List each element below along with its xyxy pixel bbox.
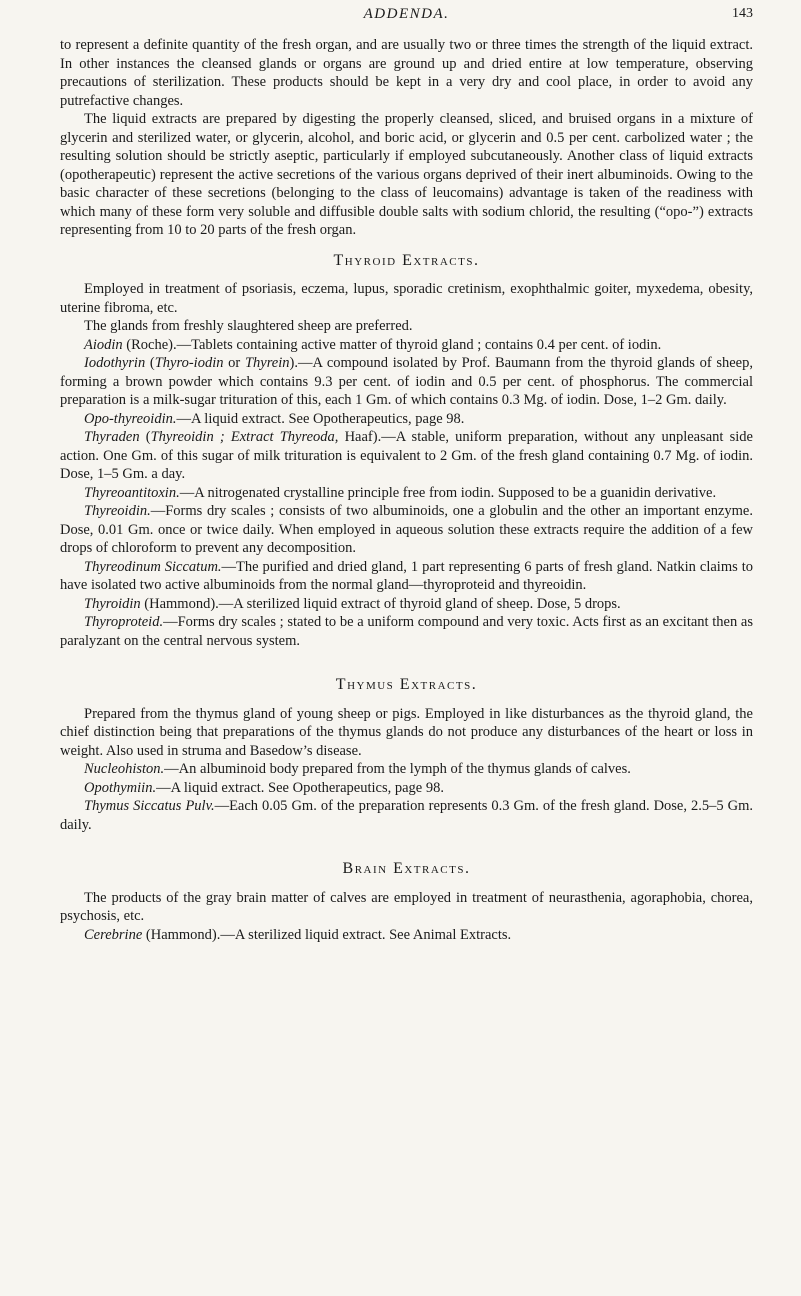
- entry-term: Thyroidin: [84, 595, 141, 612]
- entry-text: —A liquid extract. See Opotherapeutics, page 98.: [156, 779, 444, 796]
- section-heading-thymus: Thymus Extracts.: [335, 676, 478, 693]
- entry-nucleohiston: [60, 760, 753, 779]
- paragraph: The products of the gray brain matter of calves are employed in treatment of neurasthenia, agoraphobia, chorea, psychosis, etc.: [60, 889, 753, 924]
- page-number: 143: [732, 6, 753, 21]
- entry-text: —A liquid extract. See Opotherapeutics, page 98.: [176, 410, 465, 427]
- entry-term: Thyreoidin.: [84, 503, 151, 519]
- entry-term: Aiodin: [84, 336, 123, 353]
- entry-thymus-siccatus: [60, 797, 753, 834]
- entry-term: Thyroproteid.: [84, 614, 164, 630]
- entry-thyreoantitoxin: [60, 484, 753, 503]
- entry-thyraden: Thyraden (Thyreoidin ; Extract Thyreoda, Haaf).—A stable, uniform preparation, without any unpleasant side action. One Gm. of this sugar of milk trituration is equivalent to 2 Gm. of the fresh gland containing 0.7 Mg. of iodin. Dose, 1–5 Gm. a day.: [60, 429, 753, 482]
- entry-term: Opothymiin.: [84, 779, 157, 796]
- paragraph: Employed in treatment of psoriasis, eczema, lupus, sporadic cretinism, exophthalmic goiter, myxedema, obesity, uterine fibroma, etc.: [60, 281, 753, 316]
- entry-text: —An albuminoid body prepared from the lymph of the thymus glands of calves.: [164, 761, 631, 777]
- entry-thyreoidin: [60, 502, 753, 558]
- entry-term: Thyreoantitoxin.: [84, 484, 180, 501]
- entry-term: Opo-thyreoidin.: [84, 410, 177, 427]
- body-text: [60, 36, 753, 944]
- entry-synonym: Thyreoidin ; Extract Thyreoda,: [150, 429, 339, 445]
- entry-text: (Roche).—Tablets containing active matter of thyroid gland ; contains 0.4 per cent. of iodin.: [122, 336, 662, 353]
- paragraph: Prepared from the thymus gland of young sheep or pigs. Employed in like disturbances as the thyroid gland, the chief distinction being that preparations of the thymus glands do not produce any disturbances of the heart or loss in weight. Also used in struma and Basedow’s disease.: [60, 705, 753, 759]
- entry-term: Iodothyrin: [84, 355, 146, 371]
- entry-term: Nucleohiston.: [84, 761, 165, 777]
- entry-text: Haaf).—A stable, uniform preparation, without any unpleasant side action. One Gm. of this sugar of milk trituration is equivalent to 2 Gm. of the fresh gland containing 0.7 Mg. of iodin. Dose, 1–5 Gm. a day.: [60, 429, 753, 482]
- entry-text: (Hammond).—A sterilized liquid extract. See Animal Extracts.: [142, 926, 512, 943]
- entry-thyroproteid: [60, 613, 753, 650]
- entry-text: —Forms dry scales ; consists of two albuminoids, one a globulin and the other an important enzyme. Dose, 0.01 Gm. once or twice daily. When employed in aqueous solution these extracts require the addition of a few drops of chloroform to prevent any decomposition.: [60, 503, 753, 556]
- entry-connector: or: [223, 355, 245, 371]
- entry-opothymiin: [60, 779, 753, 798]
- paragraph: The liquid extracts are prepared by digesting the properly cleansed, sliced, and bruised organs in a mixture of glycerin and sterilized water, or glycerin, alcohol, and boric acid, or glycerin and 0.5 per cent. carbolized water ; the resulting solution should be strictly aseptic, particularly if employed subcutaneously. Another class of liquid extracts (opotherapeutic) represent the active secretions of the various organs deprived of their inert albuminoids. Owing to the basic character of these secretions (belonging to the class of leucomains) advantage is taken of the readiness with which many of these form very soluble and diffusible double salts with sodium chlorid, the resulting (“opo-”) extracts representing from 10 to 20 parts of the fresh organ.: [60, 111, 753, 238]
- section-heading-brain: Brain Extracts.: [342, 860, 471, 877]
- entry-term: Thyraden: [84, 429, 140, 445]
- entry-text: —Each 0.05 Gm. of the preparation represents 0.3 Gm. of the fresh gland. Dose, 2.5–5 Gm. daily.: [60, 798, 753, 833]
- entry-text: (Hammond).—A sterilized liquid extract of thyroid gland of sheep. Dose, 5 drops.: [140, 595, 621, 612]
- paragraph: The glands from freshly slaughtered sheep are preferred.: [84, 318, 413, 334]
- entry-text: ).—A compound isolated by Prof. Baumann from the thyroid glands of sheep, forming a brown powder which contains 9.3 per cent. of iodin and 0.5 per cent. of phosphorus. The commercial preparation is a milk-sugar trituration of this, each 1 Gm. of which contains 0.3 Mg. of iodin. Dose, 1–2 Gm. daily.: [60, 355, 753, 408]
- running-title: ADDENDA.: [363, 6, 450, 22]
- paragraph: to represent a definite quantity of the fresh organ, and are usually two or three times the strength of the liquid extract. In other instances the cleansed glands or organs are ground up and dried entire at low temperature, observing precautions of sterilization. These products should be kept in a very dry and cool place, in order to avoid any putrefactive changes.: [60, 37, 753, 109]
- entry-cerebrine: [60, 926, 753, 945]
- running-head: [60, 6, 753, 28]
- entry-thyreodinum-siccatum: [60, 558, 753, 595]
- section-heading-thyroid: Thyroid Extracts.: [333, 251, 480, 269]
- entry-term: Thyreodinum Siccatum.: [84, 558, 222, 575]
- entry-text: —A nitrogenated crystalline principle free from iodin. Supposed to be a guanidin derivative.: [179, 484, 717, 501]
- entry-thyroidin: [60, 595, 753, 614]
- entry-aiodin: [60, 336, 753, 355]
- entry-term: Cerebrine: [84, 926, 143, 943]
- entry-text: —The purified and dried gland, 1 part representing 6 parts of fresh gland. Natkin claims to have isolated two active albuminoids from the normal gland—thyroproteid and thyreoidin.: [60, 558, 753, 593]
- entry-synonym: Thyrein: [244, 355, 290, 371]
- entry-text: —Forms dry scales ; stated to be a uniform compound and very toxic. Acts first as an excitant then as paralyzant on the central nervous system.: [60, 614, 753, 649]
- entry-opo-thyreoidin: [60, 410, 753, 429]
- entry-iodothyrin: Iodothyrin (Thyro-iodin or Thyrein).—A compound isolated by Prof. Baumann from the thyroid glands of sheep, forming a brown powder which contains 9.3 per cent. of iodin and 0.5 per cent. of phosphorus. The commercial preparation is a milk-sugar trituration of this, each 1 Gm. of which contains 0.3 Mg. of iodin. Dose, 1–2 Gm. daily.: [60, 355, 753, 408]
- entry-synonym: Thyro-iodin: [154, 355, 224, 371]
- entry-term: Thymus Siccatus Pulv.: [84, 798, 215, 814]
